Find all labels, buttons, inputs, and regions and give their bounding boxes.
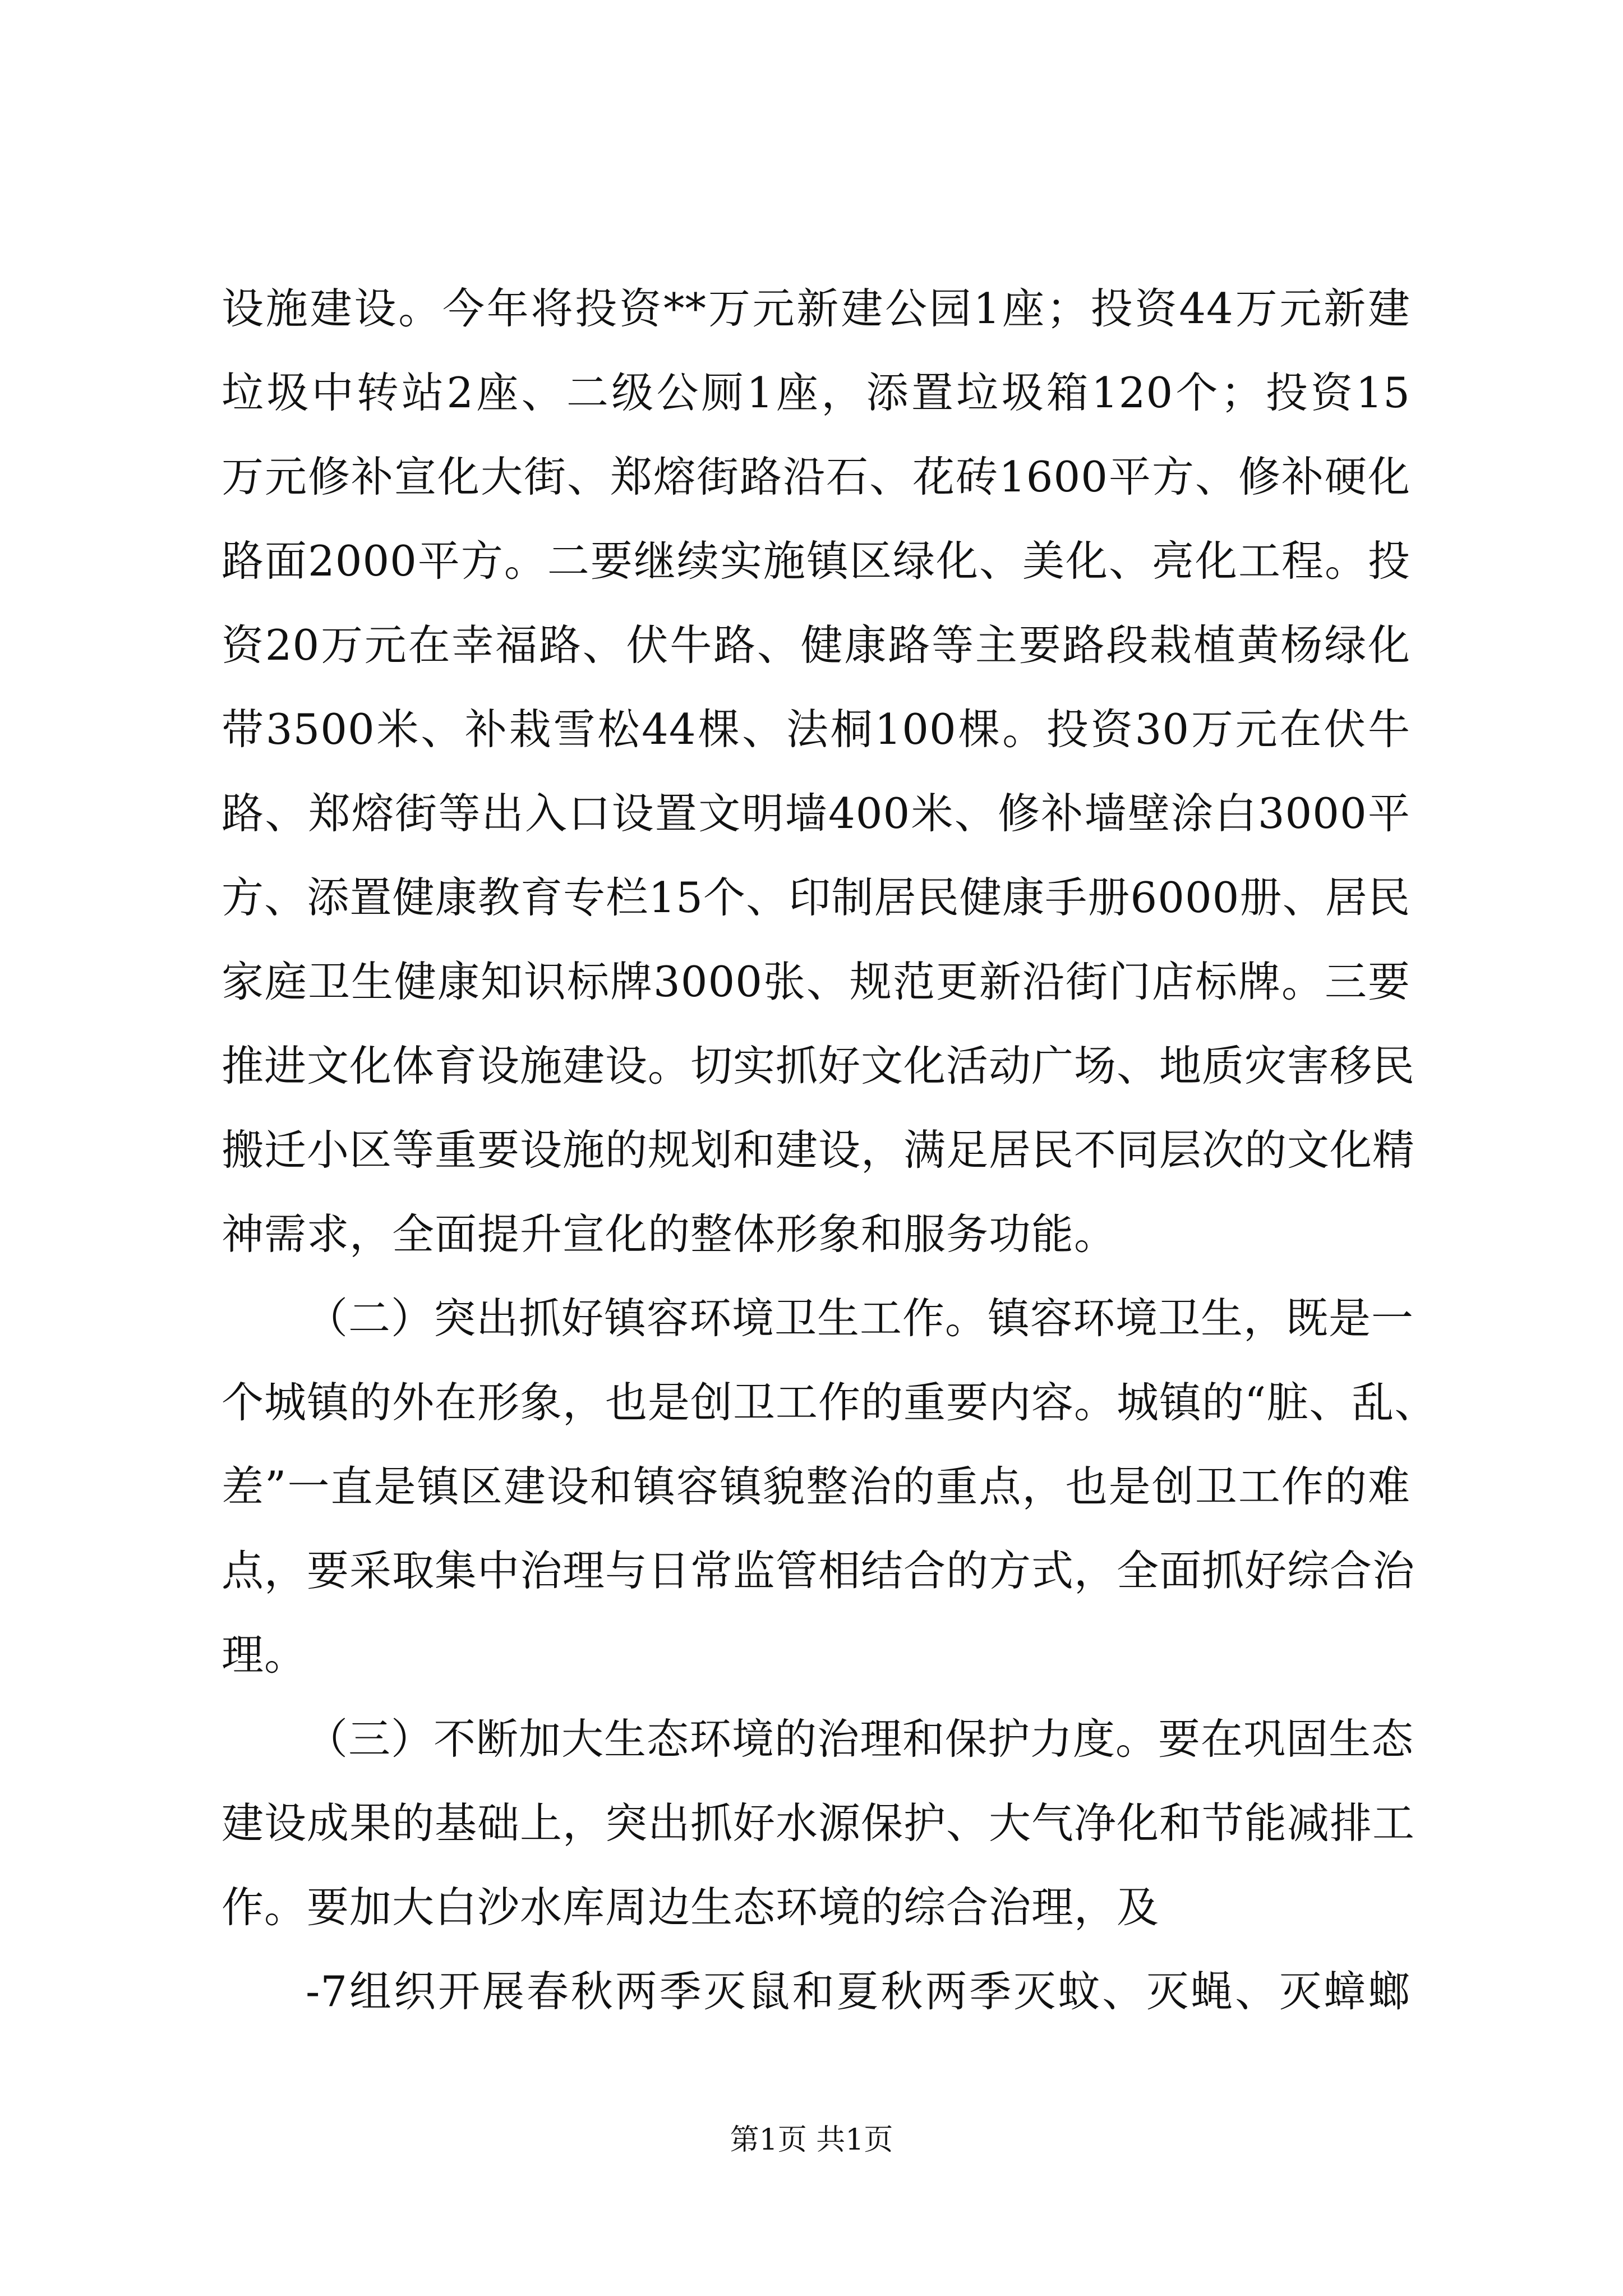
page-number-label: 第1页 共1页	[730, 2123, 893, 2157]
text-line: 方、添置健康教育专栏15个、印制居民健康手册6000册、居民	[222, 873, 1410, 922]
text-line: 万元修补宣化大街、郑熔街路沿石、花砖1600平方、修补硬化	[222, 452, 1410, 501]
text-line: 个城镇的外在形象，也是创卫工作的重要内容。城镇的“脏、乱、	[222, 1378, 1437, 1427]
text-line: 建设成果的基础上，突出抓好水源保护、大气净化和节能减排工	[222, 1798, 1415, 1848]
paragraph-2	[222, 1276, 1437, 1697]
paragraph-3	[222, 1697, 1415, 1949]
text-line: 作。要加大白沙水库周边生态环境的综合治理，及	[222, 1883, 1160, 1932]
paragraph-1	[222, 266, 1415, 1276]
body-text	[222, 266, 1437, 2033]
text-line: 差”一直是镇区建设和镇容镇貌整治的重点，也是创卫工作的难	[222, 1462, 1410, 1511]
text-line: 路、郑熔街等出入口设置文明墙400米、修补墙壁涂白3000平	[222, 789, 1410, 838]
text-line: 路面2000平方。二要继续实施镇区绿化、美化、亮化工程。投	[222, 536, 1410, 586]
text-line: 带3500米、补栽雪松44棵、法桐100棵。投资30万元在伏牛	[222, 705, 1410, 754]
page-footer	[0, 2120, 1623, 2160]
text-line: 家庭卫生健康知识标牌3000张、规范更新沿街门店标牌。三要	[222, 957, 1410, 1006]
text-line: （二）突出抓好镇容环境卫生工作。镇容环境卫生，既是一	[306, 1294, 1414, 1343]
text-line: 推进文化体育设施建设。切实抓好文化活动广场、地质灾害移民	[222, 1041, 1415, 1091]
text-line: 垃圾中转站2座、二级公厕1座，添置垃圾箱120个；投资15	[222, 368, 1410, 417]
text-line: 理。	[222, 1630, 307, 1680]
text-line: 设施建设。今年将投资**万元新建公园1座；投资44万元新建	[222, 284, 1410, 333]
text-line: （三）不断加大生态环境的治理和保护力度。要在巩固生态	[306, 1714, 1414, 1764]
text-line: -7组织开展春秋两季灭鼠和夏秋两季灭蚊、灭蝇、灭蟑螂	[306, 1967, 1410, 2016]
text-line: 搬迁小区等重要设施的规划和建设，满足居民不同层次的文化精	[222, 1125, 1415, 1175]
text-line: 神需求，全面提升宣化的整体形象和服务功能。	[222, 1209, 1117, 1259]
text-line: 点，要采取集中治理与日常监管相结合的方式，全面抓好综合治	[222, 1546, 1415, 1595]
text-line: 资20万元在幸福路、伏牛路、健康路等主要路段栽植黄杨绿化	[222, 620, 1410, 670]
paragraph-4	[222, 1949, 1410, 2033]
